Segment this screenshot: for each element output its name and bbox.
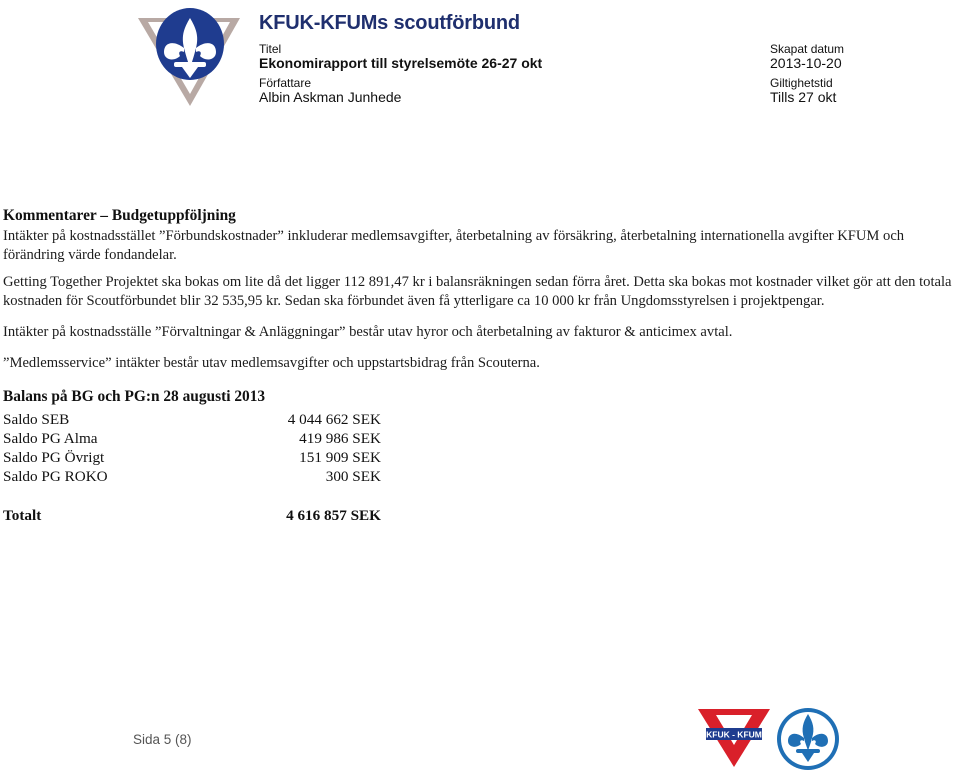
balance-label: Saldo PG Övrigt [3,449,105,466]
balance-label: Saldo SEB [3,411,70,428]
balance-label: Saldo PG Alma [3,430,98,447]
balance-row [3,429,953,448]
created-date-label: Skapat datum [770,42,845,56]
scout-emblem-icon [134,4,244,108]
created-date-value: 2013-10-20 [770,55,842,71]
title-label: Titel [259,42,282,56]
validity-value: Tills 27 okt [770,89,837,105]
validity-label: Giltighetstid [770,76,833,90]
scout-emblem-icon [776,706,840,772]
paragraph: Intäkter på kostnadsställe ”Förvaltningar & Anläggningar” består utav hyror och återbetalning av fakturor & anticimex avtal. [3,324,733,340]
page-number: Sida 5 (8) [133,732,192,747]
author-label: Författare [259,76,312,90]
title-value: Ekonomirapport till styrelsemöte 26-27 okt [259,55,543,71]
document-body [3,206,953,525]
balance-row [3,448,953,467]
balance-total-row [3,506,953,525]
balance-amount: 300 SEK [325,468,381,485]
balance-row [3,467,953,486]
total-label: Totalt [3,507,42,524]
balance-amount: 4 044 662 SEK [287,411,381,428]
section-heading: Kommentarer – Budgetuppföljning [3,207,236,224]
balance-heading: Balans på BG och PG:n 28 augusti 2013 [3,388,266,405]
paragraph: Getting Together Projektet ska bokas om lite då det ligger 112 891,47 kr i balansräkningen sedan förra året. Detta ska bokas mot kostnader vilket gör att den totala kostnaden för Scoutförbundet blir 32 535,95 kr. Sedan ska förbundet även få ytterligare ca 10 000 kr från Ungdomsstyrelsen i projektpengar. [3,274,952,309]
paragraph: ”Medlemsservice” intäkter består utav medlemsavgifter och uppstartsbidrag från Scouterna. [3,355,540,371]
balance-amount: 419 986 SEK [299,430,381,447]
paragraph: Intäkter på kostnadsstället ”Förbundskostnader” inkluderar medlemsavgifter, återbetalning av försäkring, återbetalning internationella avgifter KFUM och förändring värde fondandelar. [3,228,905,263]
kfum-logo-icon [696,707,772,769]
total-amount: 4 616 857 SEK [286,507,381,524]
balance-row [3,410,953,429]
balance-label: Saldo PG ROKO [3,468,108,485]
balance-amount: 151 909 SEK [299,449,381,466]
kfum-logo-text: KFUK - KFUM [706,729,762,740]
author-value: Albin Askman Junhede [259,89,402,105]
organization-name: KFUK-KFUMs scoutförbund [259,12,520,34]
